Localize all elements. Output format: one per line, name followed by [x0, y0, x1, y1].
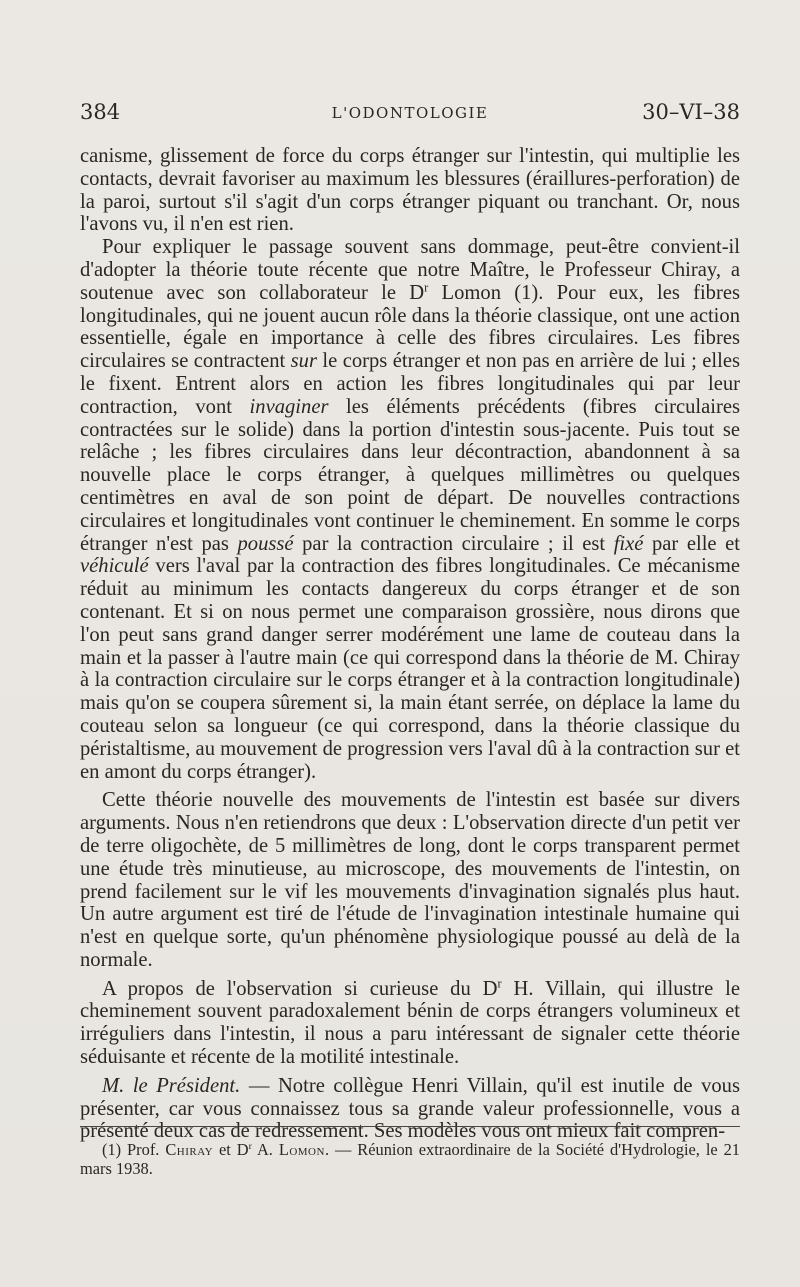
emphasis-invaginer: invaginer [249, 395, 329, 418]
emphasis-fixe: fixé [613, 532, 644, 555]
article-body [80, 145, 740, 1143]
paragraph-3: Cette théorie nouvelle des mouvements de l'intestin est basée sur divers arguments. Nous n'en retiendrons que deux : L'observation directe d'un petit ver de terre oligochète, de 5 millimètres de long, dont le corps transparent permet une étude très minutieuse, au microscope, des mouvements de l'intestin, on prend facilement sur le vif les mouvements d'invagination signalés plus haut. Un autre argument est tiré de l'étude de l'invagination intestinale humaine qui n'est en quelque sorte, qu'un phénomène physiologique poussé au delà de la normale. [80, 789, 740, 971]
footnote-author-lomon: Lomon [278, 1140, 325, 1159]
footnote-divider [80, 1126, 740, 1127]
running-header [80, 100, 740, 134]
emphasis-sur: sur [290, 350, 317, 373]
paragraph-4: A propos de l'observation si curieuse du $D^r$ H. Villain, qui illustre le cheminement souvent paradoxalement bénin de corps étrangers volumineux et irréguliers dans l'intestin, il nous a paru intéressant de signaler cette théorie séduisante et récente de la motilité intestinale. [80, 976, 740, 1069]
page-number: 384 [80, 100, 121, 124]
speaker-label: M. le Président. [102, 1074, 241, 1097]
paragraph-5: M. le Président. — Notre collègue Henri Villain, qu'il est inutile de vous présenter, car vous connaissez tous sa grande valeur professionnelle, vous a présenté deux cas de redressement. Ses modèles vous ont mieux fait compren- [80, 1074, 740, 1143]
emphasis-vehicule: véhiculé [80, 555, 149, 578]
emphasis-pousse: poussé [237, 532, 294, 555]
footnote: (1) Prof. Chiray et $D^r$ A. Lomon. — Réunion extraordinaire de la Société d'Hydrologie, le 21 mars 1938. [80, 1140, 740, 1178]
paragraph-2: Pour expliquer le passage souvent sans dommage, peut-être convient-il d'adopter la théorie toute récente que notre Maître, le Professeur Chiray, a soutenue avec son collaborateur le $D^r$ Lomon (1). Pour eux, les fibres longitudinales, qui ne jouent aucun rôle dans la théorie classique, ont une action essentielle, égale en importance à celle des fibres circulaires. Les fibres circulaires se contractent sur le corps étranger et non pas en arrière de lui ; elles le fixent. Entrent alors en action les fibres longitudinales qui par leur contraction, vont invaginer les éléments précédents (fibres circulaires contractées sur le solide) dans la portion d'intestin sous-jacente. Puis tout se relâche ; les fibres circulaires dans leur décontraction, abandonnent à sa nouvelle place le corps étranger, à quelques millimètres ou quelques centimètres en aval de son point de départ. De nouvelles contractions circulaires et longitudinales vont continuer le cheminement. En somme le corps étranger n'est pas poussé par la contraction circulaire ; il est fixé par elle et véhiculé vers l'aval par la contraction des fibres longitudinales. Ce mécanisme réduit au minimum les contacts dangereux du corps étranger et de son contenant. Et si on nous permet une comparaison grossière, nous dirons que l'on peut sans grand danger serrer modérément une lame de couteau dans la main et la passer à l'autre main (ce qui correspond dans la théorie de M. Chiray à la contraction circulaire sur le corps étranger et à la contraction longitudinale) mais qu'on se coupera sûrement si, la main étant serrée, on déplace la lame du couteau selon sa longueur (ce qui correspond, dans la théorie classique du péristaltisme, au mouvement de progression vers l'aval dû à la contraction sur et en amont du corps étranger). [80, 236, 741, 783]
issue-date: 30–VI–38 [642, 100, 740, 124]
journal-title: L'ODONTOLOGIE [331, 104, 489, 122]
paragraph-1: canisme, glissement de force du corps étranger sur l'intestin, qui multiplie les contacts, devrait favoriser au maximum les blessures (éraillures-perforation) de la paroi, surtout s'il s'agit d'un corps étranger piquant ou tranchant. Or, nous l'avons vu, il n'en est rien. [80, 145, 740, 236]
footnote-author-chiray: Chiray [165, 1140, 214, 1159]
